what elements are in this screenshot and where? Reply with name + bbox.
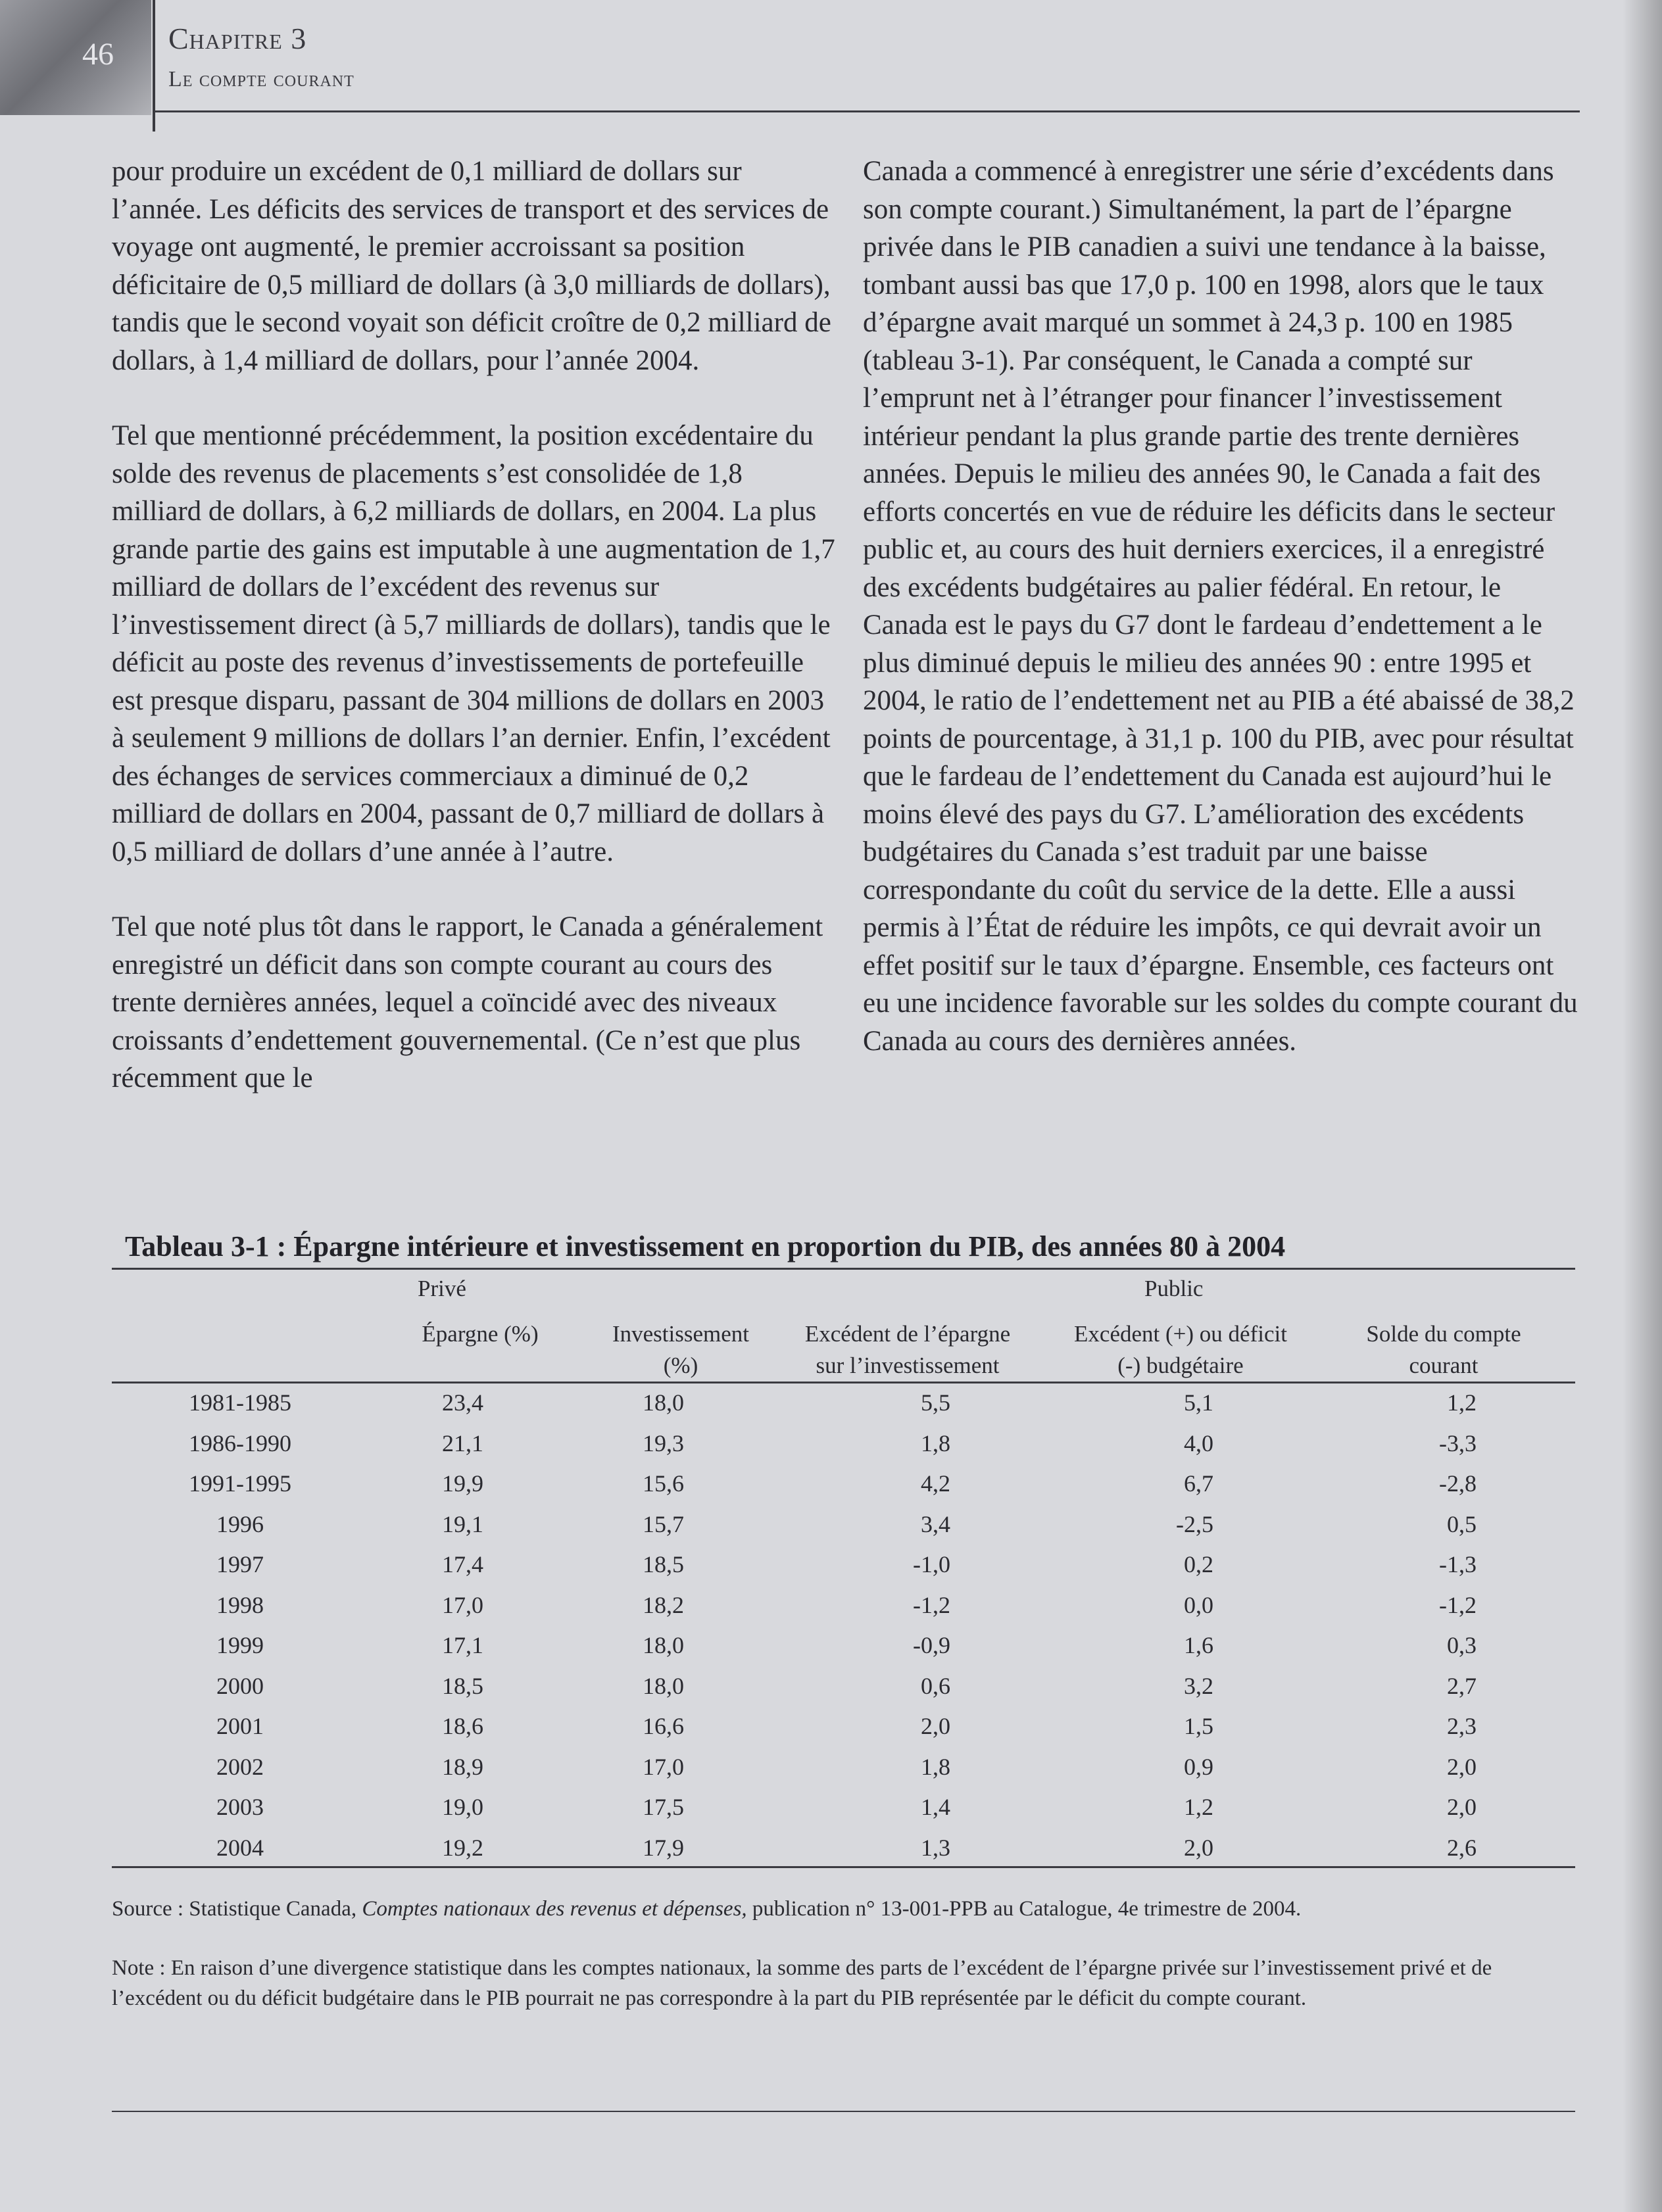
cell-solde: 0,5 [1447,1510,1477,1537]
row-year: 1998 [216,1591,264,1618]
table-source: Source : Statistique Canada, Comptes nationaux des revenus et dépenses, publication n° 13-001-PPB au Catalogue, 4e trimestre de 2004. [112,1897,1302,1921]
cell-budget: 1,5 [1184,1713,1213,1739]
cell-excedent: 0,6 [921,1672,950,1699]
cell-solde: 2,7 [1447,1672,1477,1699]
cell-epargne: 19,0 [442,1794,483,1820]
cell-excedent: -1,0 [913,1551,950,1577]
cell-investissement: 18,2 [643,1591,684,1618]
cell-investissement: 16,6 [643,1713,684,1739]
cell-solde: 2,6 [1447,1834,1477,1861]
header-budgetaire: Excédent (+) ou déficit (-) budgétaire [1074,1321,1287,1378]
cell-solde: -1,2 [1439,1591,1477,1618]
chapter-subtitle: Le compte courant [168,67,354,91]
cell-budget: 3,2 [1184,1672,1213,1699]
chapter-title: Chapitre 3 [168,22,307,55]
page-number: 46 [82,37,114,72]
row-year: 1997 [216,1551,264,1577]
cell-excedent: 3,4 [921,1510,950,1537]
paragraph: Canada a commencé à enregistrer une série d’excédents dans son compte courant.) Simultanément, la part de l’épargne privée dans le PIB canadien a suivi une tendance à la baisse, tombant aussi bas que 17,0 p. 100 en 1998, alors que le taux d’épargne avait marqué un sommet à 24,3 p. 100 en 1985 (tableau 3-1). Par conséquent, le Canada a compté sur l’emprunt net à l’étranger pour financer l’investissement intérieur pendant la plus grande partie des trente dernières années. Depuis le milieu des années 90, le Canada a fait des efforts concertés en vue de réduire les déficits dans le secteur public et, au cours des huit derniers exercices, il a enregistré des excédents budgétaires au palier fédéral. En retour, le Canada est le pays du G7 dont le fardeau d’endettement a le plus diminué depuis le milieu des années 90 : entre 1995 et 2004, le ratio de l’endettement net au PIB a été abaissé de 38,2 points de pourcentage, à 31,1 p. 100 du PIB, avec pour résultat que le fardeau de l’endettement du Canada est aujourd’hui le moins élevé des pays du G7. L’amélioration des excédents budgétaires du Canada s’est traduit par une baisse correspondante du coût du service de la dette. Elle a aussi permis à l’État de réduire les impôts, ce qui devrait avoir un effet positif sur le taux d’épargne. Ensemble, ces facteurs ont eu une incidence favorable sur les soldes du compte courant du Canada au cours des dernières années. [863,156,1578,1057]
cell-solde: 0,3 [1447,1632,1477,1658]
right-column [863,153,1580,1097]
cell-investissement: 17,9 [643,1834,684,1861]
cell-epargne: 19,9 [442,1470,483,1497]
cell-excedent: 5,5 [921,1389,950,1416]
cell-investissement: 17,0 [643,1753,684,1780]
cell-budget: -2,5 [1176,1510,1213,1537]
row-year: 1996 [216,1510,264,1537]
cell-excedent: -0,9 [913,1632,950,1658]
cell-investissement: 15,6 [643,1470,684,1497]
cell-epargne: 19,2 [442,1834,483,1861]
cell-solde: -2,8 [1439,1470,1477,1497]
row-year: 2001 [216,1713,264,1739]
row-year: 2004 [216,1834,264,1861]
header-solde: Solde du compte courant [1366,1321,1521,1378]
cell-epargne: 18,5 [442,1672,483,1699]
cell-epargne: 17,1 [442,1632,483,1658]
cell-solde: -3,3 [1439,1430,1477,1456]
cell-budget: 6,7 [1184,1470,1213,1497]
cell-epargne: 21,1 [442,1430,483,1456]
paragraph: Tel que mentionné précédemment, la position excédentaire du solde des revenus de placements s’est consolidée de 1,8 milliard de dollars, à 6,2 milliards de dollars, en 2004. La plus grande partie des gains est imputable à une augmentation de 1,7 milliard de dollars de l’excédent des revenus sur l’investissement direct (à 5,7 milliards de dollars), tandis que le déficit au poste des revenus d’investissements de portefeuille est presque disparu, passant de 304 millions de dollars en 2003 à seulement 9 millions de dollars l’an dernier. Enfin, l’excédent des échanges de services commerciaux a diminué de 0,2 milliard de dollars en 2004, passant de 0,7 milliard de dollars à 0,5 milliard de dollars d’une année à l’autre. [112,420,835,867]
cell-solde: 2,0 [1447,1753,1477,1780]
cell-budget: 0,9 [1184,1753,1213,1780]
header-epargne: Épargne (%) [422,1321,539,1347]
group-label-prive: Privé [418,1276,466,1301]
cell-epargne: 17,4 [442,1551,483,1577]
row-year: 1986-1990 [189,1430,291,1456]
cell-investissement: 19,3 [643,1430,684,1456]
table-note: Note : En raison d’une divergence statistique dans les comptes nationaux, la somme des parts de l’excédent de l’épargne privée sur l’investissement privé et de l’excédent ou du déficit budgétaire dans le PIB pourrait ne pas correspondre à la part du PIB représentée par le déficit du compte courant. [112,1956,1492,2010]
cell-budget: 0,0 [1184,1591,1213,1618]
row-year: 2002 [216,1753,264,1780]
row-year: 2000 [216,1672,264,1699]
row-year: 2003 [216,1794,264,1820]
table-header-rule [112,1382,1575,1383]
cell-excedent: -1,2 [913,1591,950,1618]
page-number-tab [0,0,151,115]
row-year: 1981-1985 [189,1389,291,1416]
row-year: 1999 [216,1632,264,1658]
cell-epargne: 18,9 [442,1753,483,1780]
cell-solde: 1,2 [1447,1389,1477,1416]
cell-excedent: 1,4 [921,1794,950,1820]
cell-solde: -1,3 [1439,1551,1477,1577]
cell-budget: 1,2 [1184,1794,1213,1820]
cell-budget: 5,1 [1184,1389,1213,1416]
cell-excedent: 2,0 [921,1713,950,1739]
table-bottom-rule [112,1866,1575,1868]
table-top-rule [112,1268,1575,1270]
header-horizontal-rule [153,110,1580,112]
cell-investissement: 18,0 [643,1632,684,1658]
left-column [112,153,835,1135]
footer-rule [112,2111,1575,2112]
cell-investissement: 18,5 [643,1551,684,1577]
cell-epargne: 19,1 [442,1510,483,1537]
header-excedent-epargne: Excédent de l’épargne sur l’investissement [804,1321,1011,1378]
cell-budget: 4,0 [1184,1430,1213,1456]
cell-investissement: 18,0 [643,1389,684,1416]
cell-excedent: 4,2 [921,1470,950,1497]
cell-budget: 2,0 [1184,1834,1213,1861]
cell-excedent: 1,3 [921,1834,950,1861]
cell-solde: 2,3 [1447,1713,1477,1739]
paragraph: pour produire un excédent de 0,1 milliard de dollars sur l’année. Les déficits des services de transport et des services de voyage ont augmenté, le premier accroissant sa position déficitaire de 0,5 milliard de dollars (à 3,0 milliards de dollars), tandis que le second voyait son déficit croître de 0,2 milliard de dollars, à 1,4 milliard de dollars, pour l’année 2004. [112,156,831,376]
cell-excedent: 1,8 [921,1753,950,1780]
cell-excedent: 1,8 [921,1430,950,1456]
cell-epargne: 17,0 [442,1591,483,1618]
header-investissement: Investissement (%) [612,1321,750,1378]
row-year: 1991-1995 [189,1470,291,1497]
cell-investissement: 17,5 [643,1794,684,1820]
cell-budget: 0,2 [1184,1551,1213,1577]
cell-epargne: 23,4 [442,1389,483,1416]
cell-solde: 2,0 [1447,1794,1477,1820]
cell-epargne: 18,6 [442,1713,483,1739]
group-label-public: Public [1144,1276,1204,1301]
page-edge-shadow [1623,0,1662,2212]
paragraph: Tel que noté plus tôt dans le rapport, le Canada a généralement enregistré un déficit dans son compte courant au cours des trente dernières années, lequel a coïncidé avec des niveaux croissants d’endettement gouvernemental. (Ce n’est que plus récemment que le [112,911,823,1094]
cell-budget: 1,6 [1184,1632,1213,1658]
table-title: Tableau 3-1 : Épargne intérieure et investissement en proportion du PIB, des années 80 à 2004 [125,1230,1286,1262]
cell-investissement: 18,0 [643,1672,684,1699]
cell-investissement: 15,7 [643,1510,684,1537]
